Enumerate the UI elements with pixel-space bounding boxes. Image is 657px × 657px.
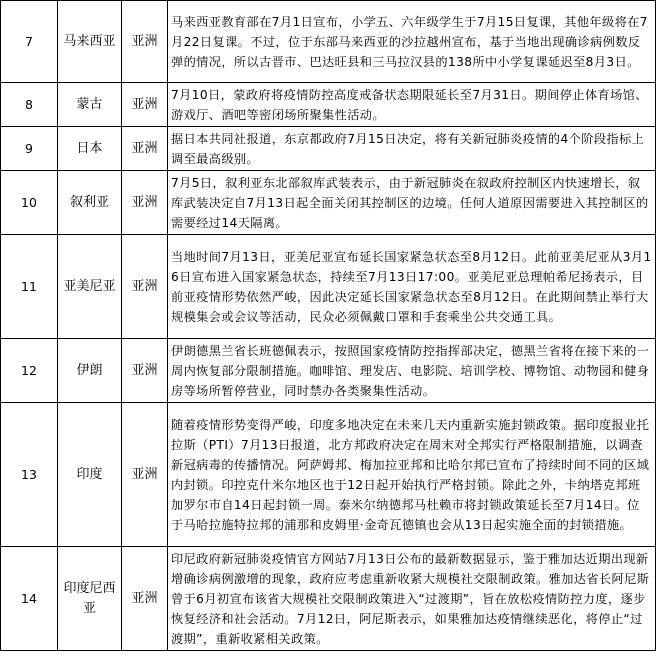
region-name: 亚洲 bbox=[122, 171, 168, 235]
policy-description: 随着疫情形势变得严峻，印度多地决定在未来几天内重新实施封锁政策。据印度报业托拉斯（PTI）7月13日报道，北方邦政府决定在周末对全邦实行严格限制措施，以调查新冠病毒的传播情况。阿萨姆邦、梅加拉亚邦和比哈尔邦已宣布了持续时间不同的区域内封锁。印控克什米尔地区也于12日起开始执行严格封锁。除此之外，卡纳塔克邦班加罗尔市自14日起封锁一周。泰米尔纳德邦马杜赖市将封锁政策延长至7月14日。位于马哈拉施特拉邦的浦那和皮姆里·金奇瓦德镇也会从13日起实施全面的封锁措施。 bbox=[168, 403, 656, 547]
policy-description: 7月5日，叙利亚东北部叙库武装表示，由于新冠肺炎在叙政府控制区内快速增长，叙库武装决定自7月13日起全面关闭其控制区的边境。任何人道原因需要进入其控制区的需要经过14天隔离。 bbox=[168, 171, 656, 235]
row-number: 13 bbox=[1, 403, 58, 547]
policy-description: 7月10日，蒙政府将疫情防控高度戒备状态期限延长至7月31日。期间停止体育场馆、游戏厅、酒吧等密闭场所聚集性活动。 bbox=[168, 83, 656, 127]
table-row bbox=[1, 403, 656, 547]
country-name: 亚美尼亚 bbox=[58, 235, 122, 339]
region-name: 亚洲 bbox=[122, 547, 168, 651]
table-row bbox=[1, 171, 656, 235]
region-name: 亚洲 bbox=[122, 1, 168, 83]
region-name: 亚洲 bbox=[122, 403, 168, 547]
country-name: 叙利亚 bbox=[58, 171, 122, 235]
row-number: 12 bbox=[1, 339, 58, 403]
table-row bbox=[1, 235, 656, 339]
country-name: 印度尼西亚 bbox=[58, 547, 122, 651]
region-name: 亚洲 bbox=[122, 235, 168, 339]
region-name: 亚洲 bbox=[122, 83, 168, 127]
row-number: 8 bbox=[1, 83, 58, 127]
table-row bbox=[1, 83, 656, 127]
policy-description: 马来西亚教育部在7月1日宣布，小学五、六年级学生于7月15日复课，其他年级将在7月22日复课。不过，位于东部马来西亚的沙拉越州宣布，基于当地出现确诊病例数反弹的情况，所以古晋市、巴达旺县和三马拉汉县的138所中小学复课延迟至8月3日。 bbox=[168, 1, 656, 83]
row-number: 10 bbox=[1, 171, 58, 235]
country-name: 马来西亚 bbox=[58, 1, 122, 83]
row-number: 11 bbox=[1, 235, 58, 339]
table-row bbox=[1, 1, 656, 83]
row-number: 14 bbox=[1, 547, 58, 651]
region-name: 亚洲 bbox=[122, 339, 168, 403]
country-name: 蒙古 bbox=[58, 83, 122, 127]
policy-description: 当地时间7月13日，亚美尼亚宣布延长国家紧急状态至8月12日。此前亚美尼亚从3月16日宣布进入国家紧急状态，持续至7月13日17:00。亚美尼亚总理帕希尼扬表示，目前亚疫情形势依然严峻，因此决定延长国家紧急状态至8月12日。在此期间禁止举行大规模集会或会议等活动，民众必须佩戴口罩和手套乘坐公共交通工具。 bbox=[168, 235, 656, 339]
policy-description: 印尼政府新冠肺炎疫情官方网站7月13日公布的最新数据显示，鉴于雅加达近期出现新增确诊病例激增的现象，政府应考虑重新收紧大规模社交限制政策。雅加达省长阿尼斯曾于6月初宣布该省大规模社交限制政策进入“过渡期”，旨在放松疫情防控力度，逐步恢复经济和社会活动。7月12日，阿尼斯表示，如果雅加达疫情继续恶化，将停止“过渡期”，重新收紧相关政策。 bbox=[168, 547, 656, 651]
row-number: 9 bbox=[1, 127, 58, 171]
row-number: 7 bbox=[1, 1, 58, 83]
policy-description: 伊朗德黑兰省长班德佩表示，按照国家疫情防控指挥部决定，德黑兰省将在接下来的一周内恢复部分限制措施。咖啡馆、理发店、电影院、培训学校、博物馆、动物园和健身房等场所暂停营业，同时禁办各类聚集性活动。 bbox=[168, 339, 656, 403]
table-row bbox=[1, 547, 656, 651]
table-row bbox=[1, 339, 656, 403]
country-name: 印度 bbox=[58, 403, 122, 547]
country-name: 伊朗 bbox=[58, 339, 122, 403]
region-name: 亚洲 bbox=[122, 127, 168, 171]
table-row bbox=[1, 127, 656, 171]
country-name: 日本 bbox=[58, 127, 122, 171]
policy-description: 据日本共同社报道，东京都政府7月15日决定，将有关新冠肺炎疫情的4个阶段指标上调至最高级别。 bbox=[168, 127, 656, 171]
